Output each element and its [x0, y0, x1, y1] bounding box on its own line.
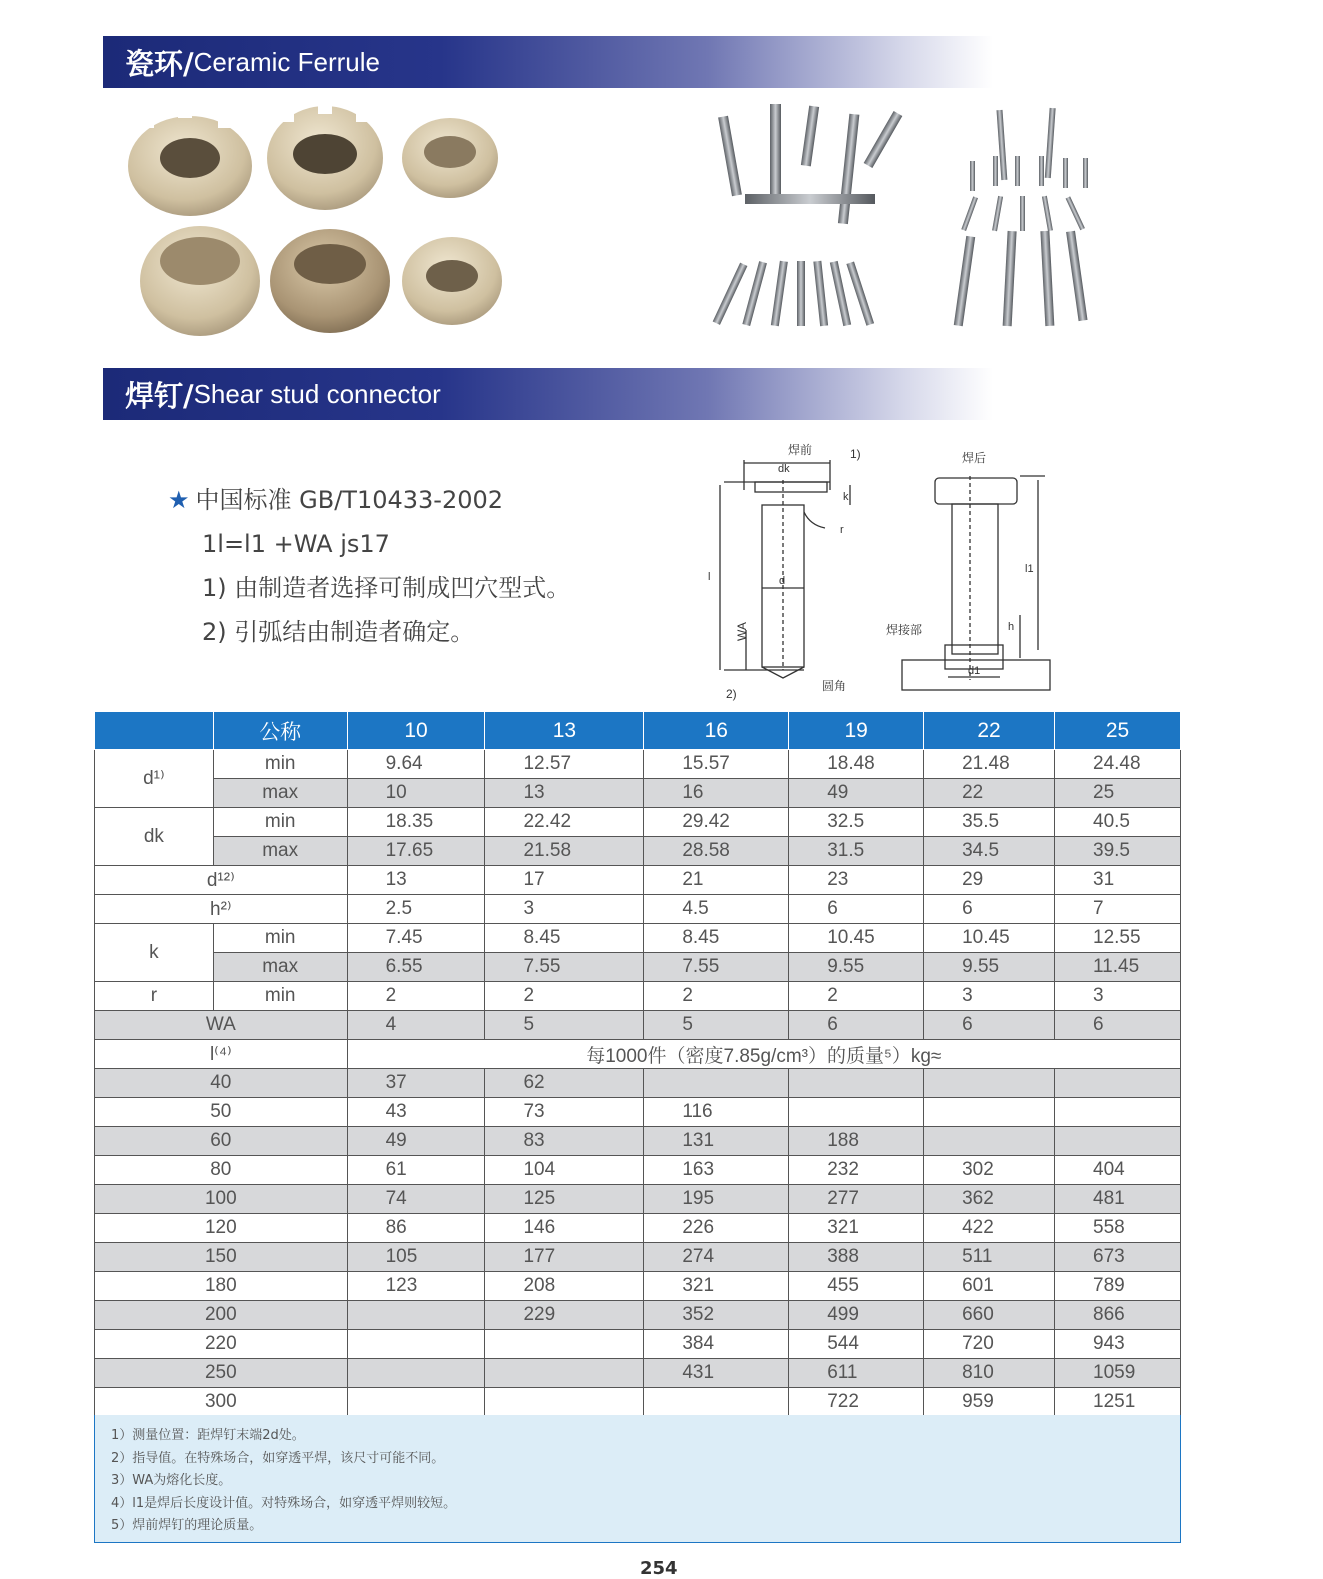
value-cell: 7.55 — [485, 953, 644, 982]
mass-cell: 226 — [644, 1214, 789, 1243]
mass-cell: 208 — [485, 1272, 644, 1301]
mass-cell: 104 — [485, 1156, 644, 1185]
mass-cell — [1055, 1098, 1181, 1127]
mass-cell: 163 — [644, 1156, 789, 1185]
ferrule-1 — [128, 106, 252, 216]
value-cell: 17.65 — [347, 837, 485, 866]
footnote-3: 3）WA为熔化长度。 — [111, 1473, 232, 1488]
row-sublabel: max — [213, 837, 347, 866]
section-banner-ceramic-ferrule — [103, 36, 993, 88]
row-sublabel: min — [213, 750, 347, 779]
mass-cell: 789 — [1055, 1272, 1181, 1301]
value-cell: 21 — [644, 866, 789, 895]
value-cell: 9.64 — [347, 750, 485, 779]
mass-cell: 232 — [789, 1156, 924, 1185]
k-label: k — [843, 491, 849, 503]
value-cell: 18.35 — [347, 808, 485, 837]
mass-cell — [789, 1098, 924, 1127]
ferrule-4 — [140, 226, 260, 336]
value-cell: 2 — [644, 982, 789, 1011]
value-cell: 25 — [1055, 779, 1181, 808]
before-weld-label: 焊前 — [788, 443, 813, 457]
mass-cell: 105 — [347, 1243, 485, 1272]
header-size: 16 — [644, 712, 789, 750]
standard-intro — [168, 478, 570, 654]
footnotes — [94, 1415, 1181, 1543]
value-cell: 7.45 — [347, 924, 485, 953]
value-cell: 17 — [485, 866, 644, 895]
table-row — [95, 1127, 1181, 1156]
ref-2-label: 2) — [726, 687, 737, 701]
value-cell: 12.57 — [485, 750, 644, 779]
value-cell: 2 — [485, 982, 644, 1011]
table-row — [95, 895, 1181, 924]
value-cell: 28.58 — [644, 837, 789, 866]
mass-cell: 660 — [924, 1301, 1055, 1330]
mass-cell: 544 — [789, 1330, 924, 1359]
length-label: 50 — [95, 1098, 348, 1127]
length-label: 60 — [95, 1127, 348, 1156]
table-row — [95, 866, 1181, 895]
mass-cell: 499 — [789, 1301, 924, 1330]
table-row — [95, 1098, 1181, 1127]
value-cell: 22.42 — [485, 808, 644, 837]
mass-cell: 74 — [347, 1185, 485, 1214]
mass-cell: 404 — [1055, 1156, 1181, 1185]
value-cell: 6 — [924, 895, 1055, 924]
mass-cell: 362 — [924, 1185, 1055, 1214]
dk-label: dk — [778, 463, 790, 475]
value-cell: 16 — [644, 779, 789, 808]
header-size: 25 — [1055, 712, 1181, 750]
value-cell: 10 — [347, 779, 485, 808]
value-cell: 5 — [644, 1011, 789, 1040]
section-title-cn: 焊钉/ — [125, 378, 194, 413]
mass-cell — [924, 1069, 1055, 1098]
mass-cell: 83 — [485, 1127, 644, 1156]
table-row — [95, 1214, 1181, 1243]
row-sublabel: max — [213, 779, 347, 808]
value-cell: 6 — [1055, 1011, 1181, 1040]
table-row — [95, 712, 1181, 750]
mass-cell: 611 — [789, 1359, 924, 1388]
table-row — [95, 779, 1181, 808]
mass-cell: 422 — [924, 1214, 1055, 1243]
section-title-en: Shear stud connector — [193, 378, 441, 409]
row-label: l⁽⁴⁾ — [95, 1040, 348, 1069]
d-label: d — [779, 575, 786, 587]
mass-cell — [924, 1098, 1055, 1127]
mass-cell: 431 — [644, 1359, 789, 1388]
value-cell: 3 — [485, 895, 644, 924]
value-cell: 11.45 — [1055, 953, 1181, 982]
row-label: h²⁾ — [95, 895, 348, 924]
value-cell: 7 — [1055, 895, 1181, 924]
value-cell: 6 — [789, 1011, 924, 1040]
star-icon: ★ — [168, 486, 190, 514]
mass-cell: 455 — [789, 1272, 924, 1301]
value-cell: 24.48 — [1055, 750, 1181, 779]
value-cell: 13 — [347, 866, 485, 895]
value-cell: 2 — [789, 982, 924, 1011]
mass-cell: 1059 — [1055, 1359, 1181, 1388]
l-label: l — [708, 571, 711, 583]
length-label: 300 — [95, 1388, 348, 1417]
table-row — [95, 1359, 1181, 1388]
length-label: 40 — [95, 1069, 348, 1098]
mass-cell: 195 — [644, 1185, 789, 1214]
stud-group-right — [954, 108, 1088, 326]
note-line-1: 1) 由制造者选择可制成凹穴型式。 — [202, 574, 571, 602]
footnote-2: 2）指导值。在特殊场合，如穿透平焊，该尺寸可能不同。 — [111, 1450, 445, 1466]
table-row — [95, 1069, 1181, 1098]
ferrule-6 — [402, 237, 502, 325]
value-cell: 7.55 — [644, 953, 789, 982]
table-row — [95, 750, 1181, 779]
table-row — [95, 1272, 1181, 1301]
value-cell: 21.58 — [485, 837, 644, 866]
value-cell: 29 — [924, 866, 1055, 895]
mass-cell: 188 — [789, 1127, 924, 1156]
table-row — [95, 1388, 1181, 1417]
ref-1-label: 1) — [850, 447, 861, 461]
mass-cell: 86 — [347, 1214, 485, 1243]
mass-cell: 131 — [644, 1127, 789, 1156]
table-row — [95, 1301, 1181, 1330]
mass-cell: 49 — [347, 1127, 485, 1156]
value-cell: 31 — [1055, 866, 1181, 895]
row-label: d¹⁾ — [95, 750, 214, 808]
standard-text: 中国标准 GB/T10433-2002 — [195, 486, 504, 514]
mass-cell: 123 — [347, 1272, 485, 1301]
mass-caption: 每1000件（密度7.85g/cm³）的质量⁵）kg≈ — [347, 1040, 1180, 1069]
mass-cell — [347, 1388, 485, 1417]
section-title-en: Ceramic Ferrule — [193, 46, 380, 77]
mass-cell: 558 — [1055, 1214, 1181, 1243]
mass-cell — [644, 1069, 789, 1098]
section-banner-shear-stud — [103, 368, 993, 420]
value-cell: 49 — [789, 779, 924, 808]
value-cell: 22 — [924, 779, 1055, 808]
value-cell: 12.55 — [1055, 924, 1181, 953]
value-cell: 8.45 — [485, 924, 644, 953]
length-label: 80 — [95, 1156, 348, 1185]
length-label: 180 — [95, 1272, 348, 1301]
value-cell: 39.5 — [1055, 837, 1181, 866]
mass-cell: 229 — [485, 1301, 644, 1330]
row-sublabel: min — [213, 924, 347, 953]
value-cell: 13 — [485, 779, 644, 808]
row-sublabel: min — [213, 982, 347, 1011]
value-cell: 2 — [347, 982, 485, 1011]
value-cell: 9.55 — [924, 953, 1055, 982]
value-cell: 6 — [789, 895, 924, 924]
mass-cell: 274 — [644, 1243, 789, 1272]
value-cell: 9.55 — [789, 953, 924, 982]
mass-cell — [485, 1359, 644, 1388]
mass-cell: 277 — [789, 1185, 924, 1214]
mass-cell: 177 — [485, 1243, 644, 1272]
value-cell: 15.57 — [644, 750, 789, 779]
ferrule-5 — [270, 229, 390, 333]
standard-line — [168, 478, 570, 522]
mass-cell: 388 — [789, 1243, 924, 1272]
value-cell: 21.48 — [924, 750, 1055, 779]
length-label: 250 — [95, 1359, 348, 1388]
value-cell: 5 — [485, 1011, 644, 1040]
header-size: 10 — [347, 712, 485, 750]
mass-cell: 62 — [485, 1069, 644, 1098]
mass-cell — [644, 1388, 789, 1417]
ferrule-2 — [267, 102, 383, 210]
mass-cell: 481 — [1055, 1185, 1181, 1214]
footnote-4: 4）l1是焊后长度设计值。对特殊场合，如穿透平焊则较短。 — [111, 1495, 457, 1511]
mass-cell — [347, 1359, 485, 1388]
table-row — [95, 924, 1181, 953]
mass-cell: 959 — [924, 1388, 1055, 1417]
mass-cell: 43 — [347, 1098, 485, 1127]
row-label: WA — [95, 1011, 348, 1040]
value-cell: 29.42 — [644, 808, 789, 837]
note-line-2: 2) 引弧结由制造者确定。 — [202, 618, 475, 646]
row-sublabel: min — [213, 808, 347, 837]
mass-cell: 810 — [924, 1359, 1055, 1388]
mass-cell — [1055, 1069, 1181, 1098]
value-cell: 23 — [789, 866, 924, 895]
mass-cell: 866 — [1055, 1301, 1181, 1330]
ceramic-ferrule-photo — [120, 96, 510, 341]
mass-cell: 73 — [485, 1098, 644, 1127]
formula-line: 1l=l1 +WA js17 — [202, 530, 390, 558]
table-row — [95, 808, 1181, 837]
mass-cell — [347, 1330, 485, 1359]
footnote-1: 1）测量位置：距焊钉末端2d处。 — [111, 1428, 305, 1443]
value-cell: 4.5 — [644, 895, 789, 924]
stud-group-left — [713, 104, 903, 326]
value-cell: 2.5 — [347, 895, 485, 924]
table-row — [95, 982, 1181, 1011]
length-label: 220 — [95, 1330, 348, 1359]
header-label: 公称 — [213, 712, 347, 750]
shear-studs-photo — [705, 96, 1115, 341]
value-cell: 31.5 — [789, 837, 924, 866]
table-row — [95, 1243, 1181, 1272]
weld-part-label: 焊接部 — [886, 623, 923, 637]
mass-cell: 321 — [789, 1214, 924, 1243]
value-cell: 6.55 — [347, 953, 485, 982]
mass-cell: 61 — [347, 1156, 485, 1185]
r-label: r — [840, 524, 844, 536]
ferrule-3 — [402, 118, 498, 198]
table-row — [95, 837, 1181, 866]
length-label: 100 — [95, 1185, 348, 1214]
l1-label: l1 — [1025, 563, 1034, 575]
after-weld-label: 焊后 — [962, 451, 987, 465]
mass-cell: 125 — [485, 1185, 644, 1214]
mass-cell: 116 — [644, 1098, 789, 1127]
value-cell: 4 — [347, 1011, 485, 1040]
section-title-cn: 瓷环/ — [125, 46, 194, 81]
table-row — [95, 1330, 1181, 1359]
stud-dimension-diagram — [700, 440, 1070, 705]
mass-cell: 352 — [644, 1301, 789, 1330]
row-label: d¹²⁾ — [95, 866, 348, 895]
value-cell: 3 — [924, 982, 1055, 1011]
table-row — [95, 953, 1181, 982]
row-sublabel: max — [213, 953, 347, 982]
mass-cell: 601 — [924, 1272, 1055, 1301]
value-cell: 34.5 — [924, 837, 1055, 866]
table-row — [95, 1156, 1181, 1185]
mass-cell — [485, 1388, 644, 1417]
wa-label: WA — [735, 622, 749, 641]
row-label: k — [95, 924, 214, 982]
length-label: 150 — [95, 1243, 348, 1272]
value-cell: 35.5 — [924, 808, 1055, 837]
value-cell: 6 — [924, 1011, 1055, 1040]
mass-cell — [789, 1069, 924, 1098]
mass-cell: 511 — [924, 1243, 1055, 1272]
mass-cell: 146 — [485, 1214, 644, 1243]
length-label: 200 — [95, 1301, 348, 1330]
mass-cell: 37 — [347, 1069, 485, 1098]
value-cell: 3 — [1055, 982, 1181, 1011]
value-cell: 8.45 — [644, 924, 789, 953]
table-row — [95, 1011, 1181, 1040]
mass-cell: 722 — [789, 1388, 924, 1417]
mass-cell: 321 — [644, 1272, 789, 1301]
length-label: 120 — [95, 1214, 348, 1243]
value-cell: 18.48 — [789, 750, 924, 779]
stud-spec-table — [94, 711, 1181, 1417]
header-blank — [95, 712, 214, 750]
mass-cell: 720 — [924, 1330, 1055, 1359]
header-size: 13 — [485, 712, 644, 750]
fillet-label: 圆角 — [822, 679, 847, 693]
value-cell: 10.45 — [789, 924, 924, 953]
mass-cell: 1251 — [1055, 1388, 1181, 1417]
value-cell: 32.5 — [789, 808, 924, 837]
value-cell: 40.5 — [1055, 808, 1181, 837]
row-label: dk — [95, 808, 214, 866]
mass-cell: 943 — [1055, 1330, 1181, 1359]
footnote-5: 5）焊前焊钉的理论质量。 — [111, 1518, 263, 1533]
page-number: 254 — [640, 1558, 678, 1579]
header-size: 19 — [789, 712, 924, 750]
mass-cell: 673 — [1055, 1243, 1181, 1272]
row-label: r — [95, 982, 214, 1011]
table-row — [95, 1185, 1181, 1214]
mass-cell — [1055, 1127, 1181, 1156]
mass-cell — [924, 1127, 1055, 1156]
mass-cell: 302 — [924, 1156, 1055, 1185]
d1-label: d1 — [968, 665, 981, 677]
h-label: h — [1008, 621, 1015, 633]
mass-cell: 384 — [644, 1330, 789, 1359]
mass-cell — [347, 1301, 485, 1330]
value-cell: 10.45 — [924, 924, 1055, 953]
header-size: 22 — [924, 712, 1055, 750]
mass-cell — [485, 1330, 644, 1359]
table-row — [95, 1040, 1181, 1069]
